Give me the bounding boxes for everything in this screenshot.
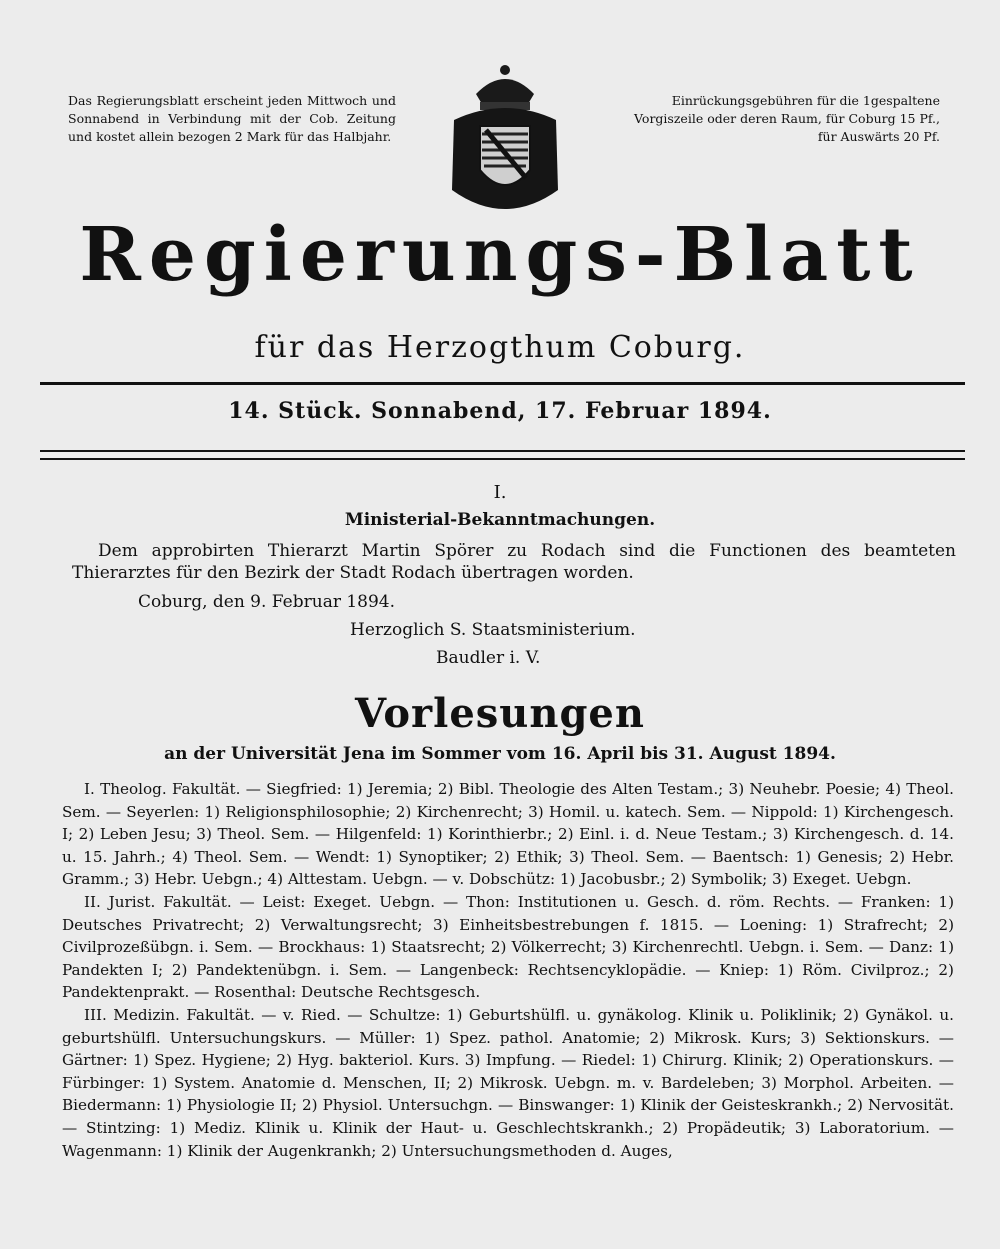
section-number: I. <box>493 482 507 503</box>
masthead-subtitle: für das Herzogthum Coburg. <box>254 330 746 365</box>
law-faculty-paragraph: II. Jurist. Fakultät. — Leist: Exeget. Uebgn. — Thon: Institutionen u. Gesch. d. röm. Rechts. — Franken: 1) Deutsches Privatrecht; 2) Verwaltungsrecht; 3) Einheitsbestrebungen f. 1815. — Loening: 1) Strafrecht; 2) Civilprozeßübgn. i. Sem. — Brockhaus: 1) Staatsrecht; 2) Völkerrecht; 3) Kirchenrechtl. Uebgn. i. Sem. — Danz: 1) Pandekten I; 2) Pandektenübgn. i. Sem. — Langenbeck: Rechtsencyklopädie. — Kniep: 1) Röm. Civilproz.; 2) Pandektenprakt. — Rosenthal: Deutsche Rechtsgesch. <box>62 892 954 1002</box>
ministerial-notice: Dem approbirten Thierarzt Martin Spörer zu Rodach sind die Functionen des beamteten Thierarztes für den Bezirk der Stadt Rodach übertragen worden. <box>72 541 956 583</box>
lectures-subtitle: an der Universität Jena im Sommer vom 16. April bis 31. August 1894. <box>164 744 836 764</box>
top-rule <box>40 382 965 385</box>
notice-ministry: Herzoglich S. Staatsministerium. <box>350 620 636 640</box>
advertising-fees-info: Einrückungsgebühren für die 1gespaltene Vorgiszeile oder deren Raum, für Coburg 15 Pf., für Auswärts 20 Pf. <box>634 93 940 144</box>
notice-dateline: Coburg, den 9. Februar 1894. <box>138 592 396 612</box>
double-rule-lower <box>40 458 965 460</box>
issue-line: 14. Stück. Sonnabend, 17. Februar 1894. <box>228 398 772 424</box>
medicine-faculty-paragraph: III. Medizin. Fakultät. — v. Ried. — Schultze: 1) Geburtshülfl. u. gynäkolog. Klinik u. Poliklinik; 2) Gynäkol. u. geburtshülfl. Untersuchungskurs. — Müller: 1) Spez. pathol. Anatomie; 2) Mikrosk. Kurs; 3) Sektionskurs. — Gärtner: 1) Spez. Hygiene; 2) Hyg. bakteriol. Kurs. 3) Impfung. — Riedel: 1) Chirurg. Klinik; 2) Operationskurs. — Fürbinger: 1) System. Anatomie d. Menschen, II; 2) Mikrosk. Uebgn. m. v. Bardeleben; 3) Morphol. Arbeiten. — Biedermann: 1) Physiologie II; 2) Physiol. Untersuchgn. — Binswanger: 1) Klinik der Geisteskrankh.; 2) Nervosität. — Stintzing: 1) Mediz. Klinik u. Klinik der Haut- u. Geschlechtskrankh.; 2) Propädeutik; 3) Laboratorium. — Wagenmann: 1) Klinik der Augenkrankh; 2) Untersuchungsmethoden d. Auges, <box>62 1005 954 1160</box>
subscription-info: Das Regierungsblatt erscheint jeden Mittwoch und Sonnabend in Verbindung mit der Cob. Zeitung und kostet allein bezogen 2 Mark für das Halbjahr. <box>68 93 396 144</box>
lectures-body <box>62 778 954 1162</box>
double-rule-upper <box>40 450 965 452</box>
ducal-coat-of-arms-icon <box>446 60 564 220</box>
theology-faculty-paragraph: I. Theolog. Fakultät. — Siegfried: 1) Jeremia; 2) Bibl. Theologie des Alten Testam.; 3) Neuhebr. Poesie; 4) Theol. Sem. — Seyerlen: 1) Religionsphilosophie; 2) Kirchenrecht; 3) Homil. u. katech. Sem. — Nippold: 1) Kirchengesch. I; 2) Leben Jesu; 3) Theol. Sem. — Hilgenfeld: 1) Korinthierbr.; 2) Einl. i. d. Neue Testam.; 3) Kirchengesch. d. 14. u. 15. Jahrh.; 4) Theol. Sem. — Wendt: 1) Synoptiker; 2) Ethik; 3) Theol. Sem. — Baentsch: 1) Genesis; 2) Hebr. Gramm.; 3) Hebr. Uebgn.; 4) Alttestam. Uebgn. — v. Dobschütz: 1) Jacobusbr.; 2) Symbolik; 3) Exeget. Uebgn. <box>62 780 954 889</box>
notice-signer: Baudler i. V. <box>436 648 541 668</box>
masthead-title: Regierungs-Blatt <box>79 212 921 298</box>
lectures-title: Vorlesungen <box>355 690 645 737</box>
section-heading: Ministerial-Bekanntmachungen. <box>344 510 656 530</box>
